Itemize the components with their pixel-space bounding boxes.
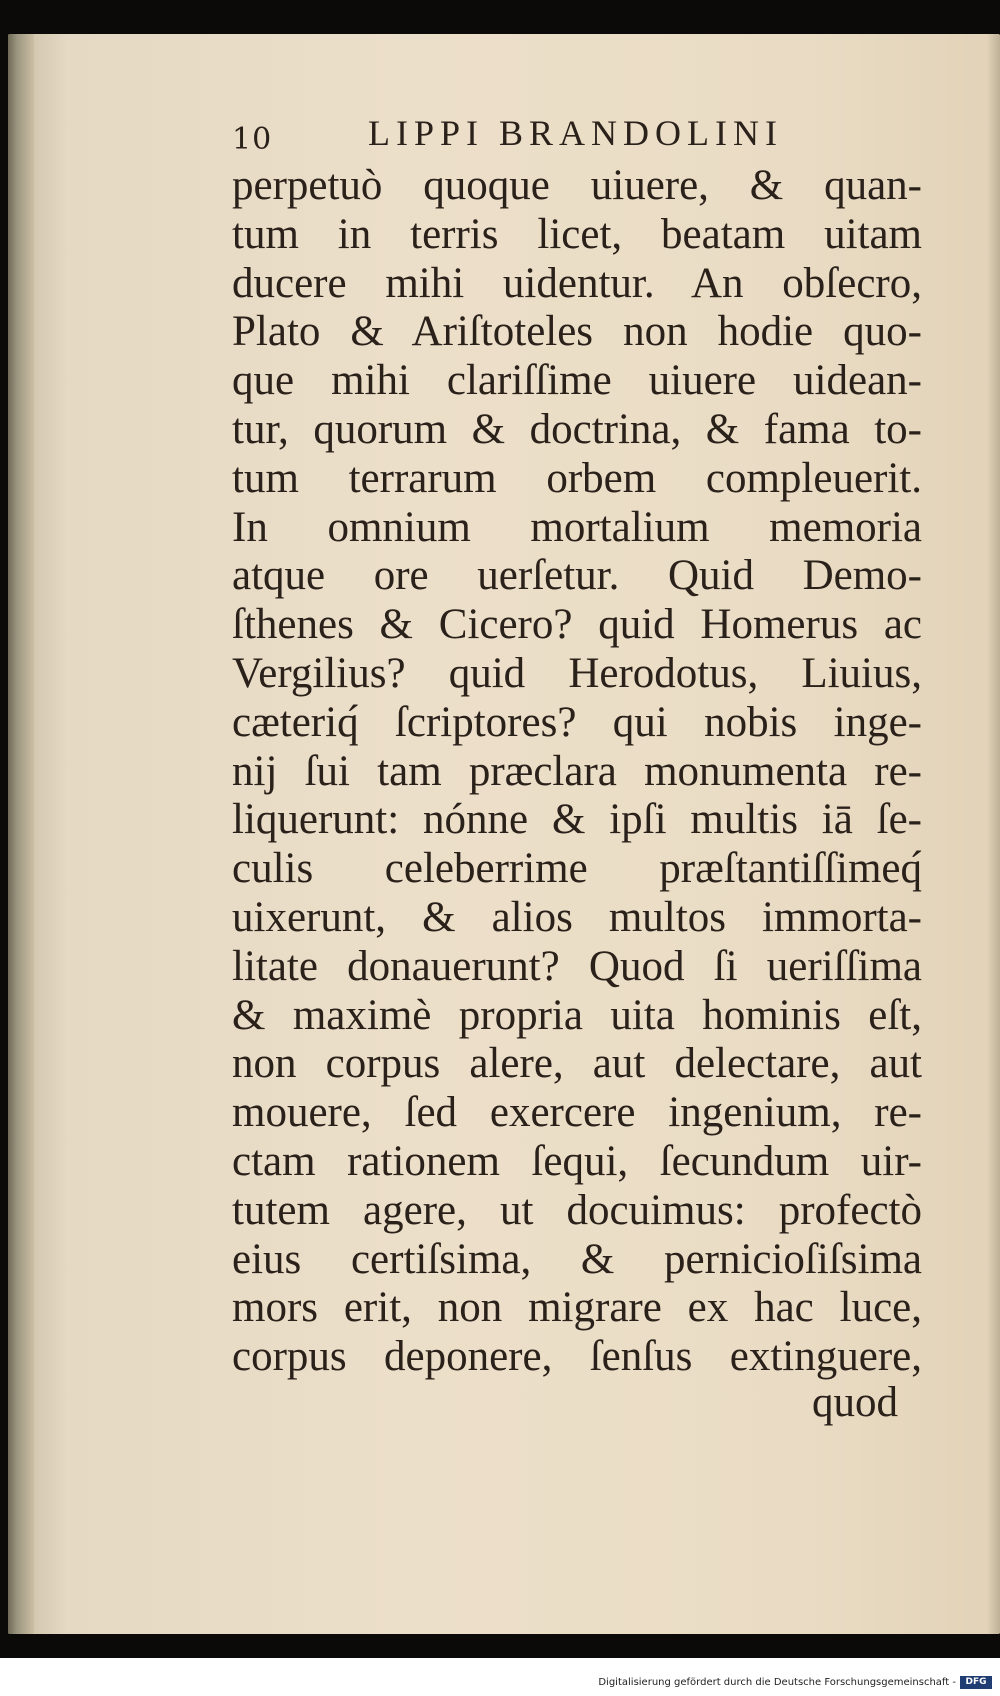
text-line: mors erit, non migrare ex hac luce, xyxy=(232,1284,922,1332)
text-line: tum in terris licet, beatam uitam xyxy=(232,210,922,258)
dfg-logo: DFG xyxy=(960,1676,992,1689)
text-line: & maximè propria uita hominis eſt, xyxy=(232,991,922,1039)
body-text xyxy=(232,162,922,1382)
text-line: uixerunt, & alios multos immorta- xyxy=(232,893,922,941)
catchword: quod xyxy=(812,1379,898,1426)
text-line: cæteriq́ ſcriptores? qui nobis inge- xyxy=(232,698,922,746)
text-line: liquerunt: nónne & ipſi multis iā ſe- xyxy=(232,796,922,844)
text-line: non corpus alere, aut delectare, aut xyxy=(232,1040,922,1088)
text-line: nij ſui tam præclara monumenta re- xyxy=(232,747,922,795)
text-line: perpetuò quoque uiuere, & quan- xyxy=(232,162,922,209)
text-line: corpus deponere, ſenſus extinguere, xyxy=(232,1333,922,1381)
text-line: litate donauerunt? Quod ſi ueriſſima xyxy=(232,942,922,990)
page-binding-edge xyxy=(8,34,34,1634)
text-line: tum terrarum orbem compleuerit. xyxy=(232,454,922,502)
text-line: que mihi clariſſime uiuere uidean- xyxy=(232,357,922,405)
page-fore-edge xyxy=(988,34,1000,1634)
text-line: ſthenes & Cicero? quid Homerus ac xyxy=(232,601,922,649)
funding-credit: Digitalisierung gefördert durch die Deutsche Forschungsgemeinschaft - xyxy=(598,1677,956,1688)
text-line: eius certiſsima, & pernicioſiſsima xyxy=(232,1235,922,1283)
text-line: Plato & Ariſtoteles non hodie quo- xyxy=(232,308,922,356)
text-line: In omnium mortalium memoria xyxy=(232,503,922,551)
text-line: atque ore uerſetur. Quid Demo- xyxy=(232,552,922,600)
running-head: LIPPI BRANDOLINI xyxy=(368,113,783,153)
page-number: 10 xyxy=(232,122,273,157)
text-line: ctam rationem ſequi, ſecundum uir- xyxy=(232,1137,922,1185)
text-line: tur, quorum & doctrina, & fama to- xyxy=(232,405,922,453)
text-line: Vergilius? quid Herodotus, Liuius, xyxy=(232,649,922,697)
text-line: culis celeberrime præſtantiſſimeq́ xyxy=(232,845,922,893)
text-line: tutem agere, ut docuimus: profectò xyxy=(232,1186,922,1234)
text-line: mouere, ſed exercere ingenium, re- xyxy=(232,1089,922,1137)
text-line: ducere mihi uidentur. An obſecro, xyxy=(232,259,922,307)
